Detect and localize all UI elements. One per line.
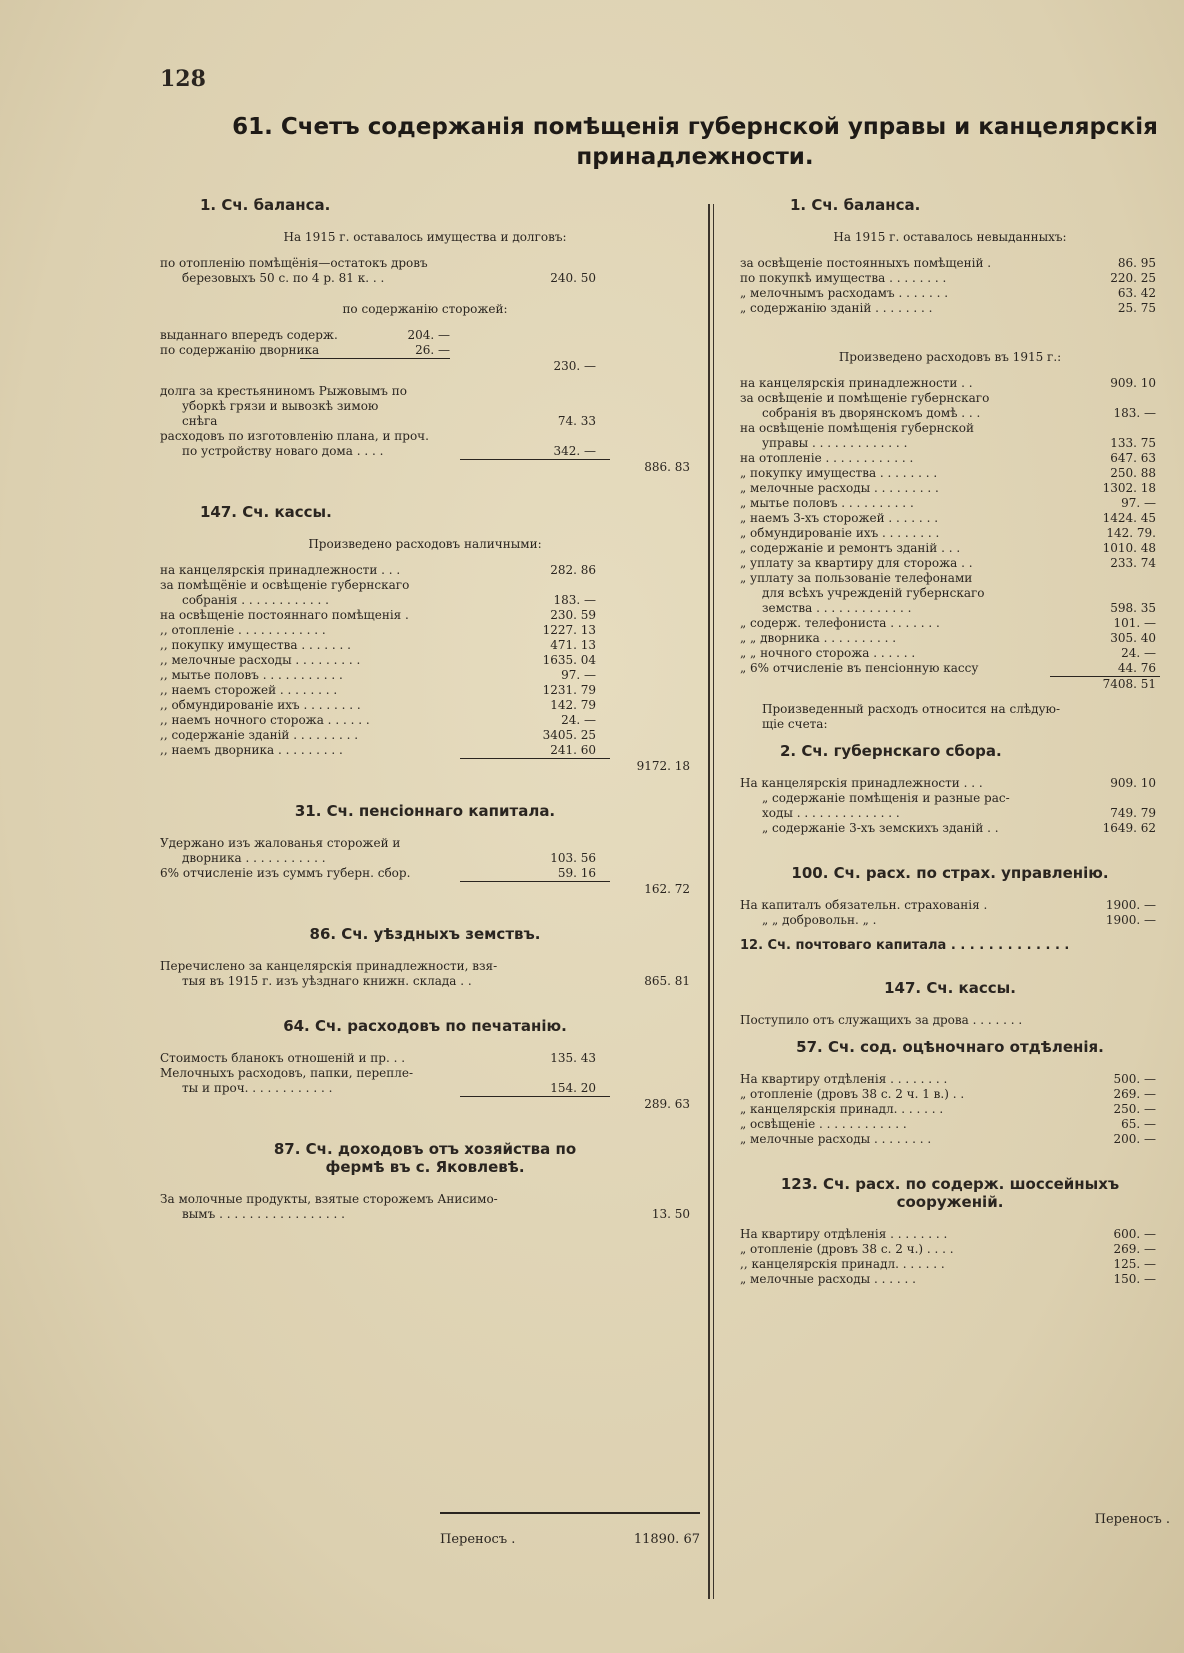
ledger-row: [160, 638, 690, 653]
section-heading: 87. Сч. доходовъ отъ хозяйства по: [273, 1140, 577, 1158]
section-heading: 2. Сч. губернскаго сбора.: [780, 742, 1002, 760]
section-total: 289. 63: [644, 1097, 690, 1111]
note-text: щіе счета:: [762, 717, 828, 731]
ledger-row: [160, 578, 690, 593]
section-total: 162. 72: [644, 882, 690, 896]
ledger-row: дворника . . . . . . . . . . . 103. 56: [182, 851, 596, 865]
ledger-label: „ уплату за квартиру для сторожа . .: [740, 556, 973, 570]
ledger-label: „ обмундированіе ихъ . . . . . . . .: [740, 526, 940, 540]
ledger-label: ,, отопленіе . . . . . . . . . . . .: [160, 623, 326, 637]
ledger-row: [740, 631, 1160, 646]
ledger-row: [740, 601, 1160, 616]
ledger-row: по устройству новаго дома . . . . 342. —: [182, 444, 596, 458]
ledger-row: [740, 1087, 1160, 1102]
ledger-amount: 63. 42: [1117, 286, 1156, 300]
ledger-label: „ отопленіе (дровъ 38 с. 2 ч.) . . . .: [740, 1242, 954, 1256]
ledger-amount: 3405. 25: [542, 728, 596, 742]
ledger-row: [740, 1242, 1160, 1257]
ledger-row: вымъ . . . . . . . . . . . . . . . . . 13. 50: [182, 1207, 690, 1221]
ledger-amount: 142. 79: [550, 698, 596, 712]
ledger-amount: 183. —: [553, 593, 596, 607]
ledger-row: [160, 683, 690, 698]
ledger-label: „ содерж. телефониста . . . . . . .: [740, 616, 940, 630]
section-total: 7408. 51: [1102, 677, 1156, 691]
ledger-amount: 250. 88: [1110, 466, 1156, 480]
ledger-row: [740, 1072, 1160, 1087]
ledger-row: Мелочныхъ расходовъ, папки, перепле-: [160, 1066, 414, 1080]
ledger-amount: 220. 25: [1110, 271, 1156, 285]
carry-forward-total: 11890. 67: [633, 1532, 700, 1547]
ledger-row: На капиталъ обязательн. страхованія . 1900. —: [740, 898, 1156, 912]
ledger-amount: 233. 74: [1110, 556, 1156, 570]
ledger-row: 6% отчисленіе изъ суммъ губерн. сбор. 59. 16: [160, 866, 596, 880]
ledger-row: [740, 496, 1160, 511]
section-heading: 12. Сч. почтоваго капитала . . . . . . . . . . . . .: [740, 938, 1070, 953]
ledger-amount: 142. 79.: [1106, 526, 1156, 540]
ledger-row: [740, 436, 1160, 451]
ledger-label: „ мелочные расходы . . . . . . . .: [740, 1132, 932, 1146]
ledger-label: ,, канцелярскія принадл. . . . . . .: [740, 1257, 945, 1271]
ledger-label: „ освѣщеніе . . . . . . . . . . . .: [740, 1117, 907, 1131]
ledger-amount: 97. —: [1121, 496, 1156, 510]
ledger-row: [740, 661, 1160, 676]
ledger-amount: 24. —: [1121, 646, 1156, 660]
ledger-row: [740, 511, 1160, 526]
ledger-row: [740, 526, 1160, 541]
ledger-row: За молочные продукты, взятые сторожемъ Анисимо-: [160, 1192, 498, 1206]
ledger-amount: 1302. 18: [1102, 481, 1156, 495]
section-heading: 57. Сч. сод. оцѣночнаго отдѣленія.: [796, 1038, 1104, 1056]
ledger-label: „ содержаніе и ремонтъ зданій . . .: [740, 541, 961, 555]
column-divider: [708, 204, 710, 1599]
ledger-row: [740, 406, 1160, 421]
ledger-label: „ уплату за пользованіе телефонами: [740, 571, 973, 585]
ledger-label: на освѣщеніе помѣщенія губернской: [740, 421, 974, 435]
ledger-label: по покупкѣ имущества . . . . . . . .: [740, 271, 947, 285]
ledger-amount: 1424. 45: [1102, 511, 1156, 525]
ledger-label: за помѣщёніе и освѣщеніе губернскаго: [160, 578, 410, 592]
note-text: Произведенный расходъ относится на слѣдую-: [762, 702, 1061, 716]
section-heading-cont: сооруженій.: [896, 1193, 1004, 1211]
ledger-row: [160, 713, 690, 728]
ledger-row: [160, 593, 690, 608]
ledger-row: [740, 1257, 1160, 1272]
ledger-row: [740, 1272, 1160, 1287]
ledger-label: на освѣщеніе постояннаго помѣщенія .: [160, 608, 409, 622]
ledger-row: снѣга 74. 33: [182, 414, 596, 428]
ledger-label: „ 6% отчисленіе въ пенсіонную кассу: [740, 661, 979, 675]
ledger-amount: 1227. 13: [542, 623, 596, 637]
ledger-row: „ содержаніе помѣщенія и разные рас-: [762, 791, 1010, 805]
ledger-row: [740, 541, 1160, 556]
ledger-row: [160, 653, 690, 668]
ledger-amount: 25. 75: [1117, 301, 1156, 315]
ledger-amount: 200. —: [1113, 1132, 1156, 1146]
ledger-amount: 65. —: [1121, 1117, 1156, 1131]
column-divider-thin: [713, 204, 714, 1599]
ledger-amount: 647. 63: [1110, 451, 1156, 465]
ledger-amount: 241. 60: [550, 743, 596, 757]
ledger-row: [740, 391, 1160, 406]
ledger-row: [740, 421, 1160, 436]
ledger-label: управы . . . . . . . . . . . . .: [762, 436, 908, 450]
ledger-row: [740, 556, 1160, 571]
carry-forward-right: [1060, 1512, 1170, 1527]
section-heading: 31. Сч. пенсіоннаго капитала.: [294, 802, 556, 820]
ledger-label: на канцелярскія принадлежности . . .: [160, 563, 401, 577]
ledger-row: ты и проч. . . . . . . . . . . . 154. 20: [182, 1081, 596, 1095]
ledger-row: [160, 728, 690, 743]
ledger-row: [740, 616, 1160, 631]
ledger-label: собранія въ дворянскомъ домѣ . . .: [762, 406, 981, 420]
ledger-list: [740, 1227, 1160, 1287]
ledger-label: земства . . . . . . . . . . . . .: [762, 601, 912, 615]
ledger-row: [740, 481, 1160, 496]
ledger-row: [740, 286, 1160, 301]
ledger-row: [740, 1117, 1160, 1132]
ledger-row: [160, 698, 690, 713]
ledger-label: на канцелярскія принадлежности . .: [740, 376, 973, 390]
section-heading: 147. Сч. кассы.: [884, 979, 1016, 997]
ledger-label: ,, наемъ сторожей . . . . . . . .: [160, 683, 338, 697]
ledger-row: Перечислено за канцелярскія принадлежности, взя-: [160, 959, 498, 973]
ledger-amount: 600. —: [1113, 1227, 1156, 1241]
section-heading: 1. Сч. баланса.: [790, 196, 921, 214]
ledger-row: На канцелярскія принадлежности . . . 909. 10: [740, 776, 1156, 790]
ledger-row: по содержанію дворника 26. —: [160, 343, 450, 357]
ledger-row: [160, 563, 690, 578]
ledger-amount: 471. 13: [550, 638, 596, 652]
ledger-label: „ мелочнымъ расходамъ . . . . . . .: [740, 286, 949, 300]
ledger-row: [740, 571, 1160, 586]
ledger-row: [740, 586, 1160, 601]
ledger-row: „ содержаніе 3-хъ земскихъ зданій . . 1649. 62: [762, 821, 1156, 835]
ledger-label: ,, мелочные расходы . . . . . . . . .: [160, 653, 361, 667]
ledger-label: „ наемъ 3-хъ сторожей . . . . . . .: [740, 511, 939, 525]
ledger-label: для всѣхъ учрежденій губернскаго: [762, 586, 985, 600]
left-column: [160, 196, 690, 1222]
ledger-label: за освѣщеніе постоянныхъ помѣщеній .: [740, 256, 992, 270]
page-title: 61. Счетъ содержанія помѣщенія губернской управы и канцелярскія принадлежности.: [232, 114, 1158, 170]
section-subheading: На 1915 г. оставалось невыданныхъ:: [833, 230, 1067, 244]
section-total: 886. 83: [644, 460, 690, 474]
ledger-label: „ покупку имущества . . . . . . . .: [740, 466, 938, 480]
ledger-row: расходовъ по изготовленію плана, и проч.: [160, 429, 429, 443]
section-heading: 86. Сч. уѣздныхъ земствъ.: [309, 925, 541, 943]
section-subheading: Произведено расходовъ наличными:: [308, 537, 542, 551]
ledger-label: ,, наемъ дворника . . . . . . . . .: [160, 743, 343, 757]
carry-forward-left: [440, 1512, 700, 1547]
ledger-row: тыя въ 1915 г. изъ уѣзднаго книжн. склада . . 865. 81: [182, 974, 690, 988]
ledger-label: ,, покупку имущества . . . . . . .: [160, 638, 351, 652]
ledger-amount: [1090, 421, 1160, 436]
page-number: 128: [160, 66, 206, 92]
ledger-amount: 86. 95: [1117, 256, 1156, 270]
ledger-amount: 269. —: [1113, 1087, 1156, 1101]
section-heading: 100. Сч. расх. по страх. управленію.: [791, 864, 1109, 882]
ledger-label: „ мелочные расходы . . . . . . . . .: [740, 481, 939, 495]
ledger-row: 230. —: [553, 359, 596, 373]
ledger-row: [740, 301, 1160, 316]
ledger-row: выданнаго впередъ содерж. 204. —: [160, 328, 450, 342]
ledger-amount: 1010. 48: [1102, 541, 1156, 555]
section-subheading: Произведено расходовъ въ 1915 г.:: [838, 350, 1062, 364]
ledger-amount: 150. —: [1113, 1272, 1156, 1286]
ledger-amount: 909. 10: [1110, 376, 1156, 390]
ledger-list: [160, 563, 690, 758]
section-subheading: На 1915 г. оставалось имущества и долговъ:: [283, 230, 567, 244]
ledger-row: [740, 271, 1160, 286]
ledger-row: ходы . . . . . . . . . . . . . . 749. 79: [762, 806, 1156, 820]
ledger-amount: [1090, 571, 1160, 586]
ledger-label: ,, обмундированіе ихъ . . . . . . . .: [160, 698, 361, 712]
ledger-amount: 269. —: [1113, 1242, 1156, 1256]
ledger-list: [740, 256, 1160, 316]
ledger-row: [740, 376, 1160, 391]
ledger-amount: 305. 40: [1110, 631, 1156, 645]
ledger-amount: 44. 76: [1117, 661, 1156, 675]
ledger-label: На квартиру отдѣленія . . . . . . . .: [740, 1227, 948, 1241]
section-heading: 147. Сч. кассы.: [200, 503, 332, 521]
ledger-row: [160, 668, 690, 683]
ledger-label: „ канцелярскія принадл. . . . . . .: [740, 1102, 944, 1116]
ledger-row: [740, 451, 1160, 466]
ledger-amount: 125. —: [1113, 1257, 1156, 1271]
section-heading: 123. Сч. расх. по содерж. шоссейныхъ: [780, 1175, 1120, 1193]
ledger-row: [740, 466, 1160, 481]
ledger-row: [740, 646, 1160, 661]
ledger-row: [740, 1227, 1160, 1242]
ledger-label: „ мытье половъ . . . . . . . . . .: [740, 496, 914, 510]
ledger-label: за освѣщеніе и помѣщеніе губернскаго: [740, 391, 990, 405]
ledger-amount: 97. —: [561, 668, 596, 682]
ledger-label: „ „ ночного сторожа . . . . . .: [740, 646, 916, 660]
ledger-row: Удержано изъ жалованья сторожей и: [160, 836, 401, 850]
ledger-row: [740, 1132, 1160, 1147]
ledger-amount: 230. 59: [550, 608, 596, 622]
ledger-label: ,, содержаніе зданій . . . . . . . . .: [160, 728, 359, 742]
section-heading: 64. Сч. расходовъ по печатанію.: [283, 1017, 567, 1035]
ledger-row: Стоимость бланокъ отношеній и пр. . . 135. 43: [160, 1051, 596, 1065]
ledger-label: „ мелочные расходы . . . . . .: [740, 1272, 916, 1286]
ledger-label: на отопленіе . . . . . . . . . . . .: [740, 451, 914, 465]
ledger-label: „ содержанію зданій . . . . . . . .: [740, 301, 933, 315]
ledger-row: березовыхъ 50 с. по 4 р. 81 к. . . 240. 50: [182, 271, 596, 285]
ledger-row: „ „ добровольн. „ . 1900. —: [762, 913, 1156, 927]
ledger-amount: 282. 86: [550, 563, 596, 577]
ledger-row: [160, 623, 690, 638]
ledger-label: ,, наемъ ночного сторожа . . . . . .: [160, 713, 370, 727]
ledger-label: ,, мытье половъ . . . . . . . . . . .: [160, 668, 343, 682]
ledger-amount: [1090, 586, 1160, 601]
ledger-row: [160, 608, 690, 623]
ledger-row: по отопленію помѣщёнія—остатокъ дровъ: [160, 256, 428, 270]
section-subheading: по содержанію сторожей:: [342, 302, 508, 316]
ledger-amount: 598. 35: [1110, 601, 1156, 615]
ledger-row: [740, 1102, 1160, 1117]
ledger-amount: [530, 578, 600, 593]
ledger-amount: [1090, 391, 1160, 406]
ledger-amount: 1231. 79: [542, 683, 596, 697]
ledger-amount: 133. 75: [1110, 436, 1156, 450]
carry-forward-label: Переносъ .: [1094, 1512, 1170, 1527]
section-total: 9172. 18: [636, 759, 690, 773]
carry-forward-label: Переносъ .: [440, 1532, 516, 1547]
ledger-amount: 500. —: [1113, 1072, 1156, 1086]
ledger-amount: 101. —: [1113, 616, 1156, 630]
right-column: [740, 196, 1160, 1287]
ledger-label: На квартиру отдѣленія . . . . . . . .: [740, 1072, 948, 1086]
ledger-amount: 1635. 04: [542, 653, 596, 667]
section-heading: 1. Сч. баланса.: [200, 196, 331, 214]
ledger-label: „ отопленіе (дровъ 38 с. 2 ч. 1 в.) . .: [740, 1087, 965, 1101]
ledger-row: долга за крестьяниномъ Рыжовымъ по: [160, 384, 407, 398]
section-heading-cont: фермѣ въ с. Яковлевѣ.: [325, 1158, 525, 1176]
ledger-label: собранія . . . . . . . . . . . .: [182, 593, 329, 607]
ledger-amount: 183. —: [1113, 406, 1156, 420]
ledger-row: Поступило отъ служащихъ за дрова . . . . . . .: [740, 1013, 1023, 1027]
ledger-list: [740, 1072, 1160, 1147]
ledger-label: „ „ дворника . . . . . . . . . .: [740, 631, 897, 645]
ledger-amount: 250. —: [1113, 1102, 1156, 1116]
ledger-list: [740, 376, 1160, 676]
ledger-row: [160, 743, 690, 758]
ledger-amount: 24. —: [561, 713, 596, 727]
ledger-row: уборкѣ грязи и вывозкѣ зимою: [182, 399, 379, 413]
ledger-row: [740, 256, 1160, 271]
